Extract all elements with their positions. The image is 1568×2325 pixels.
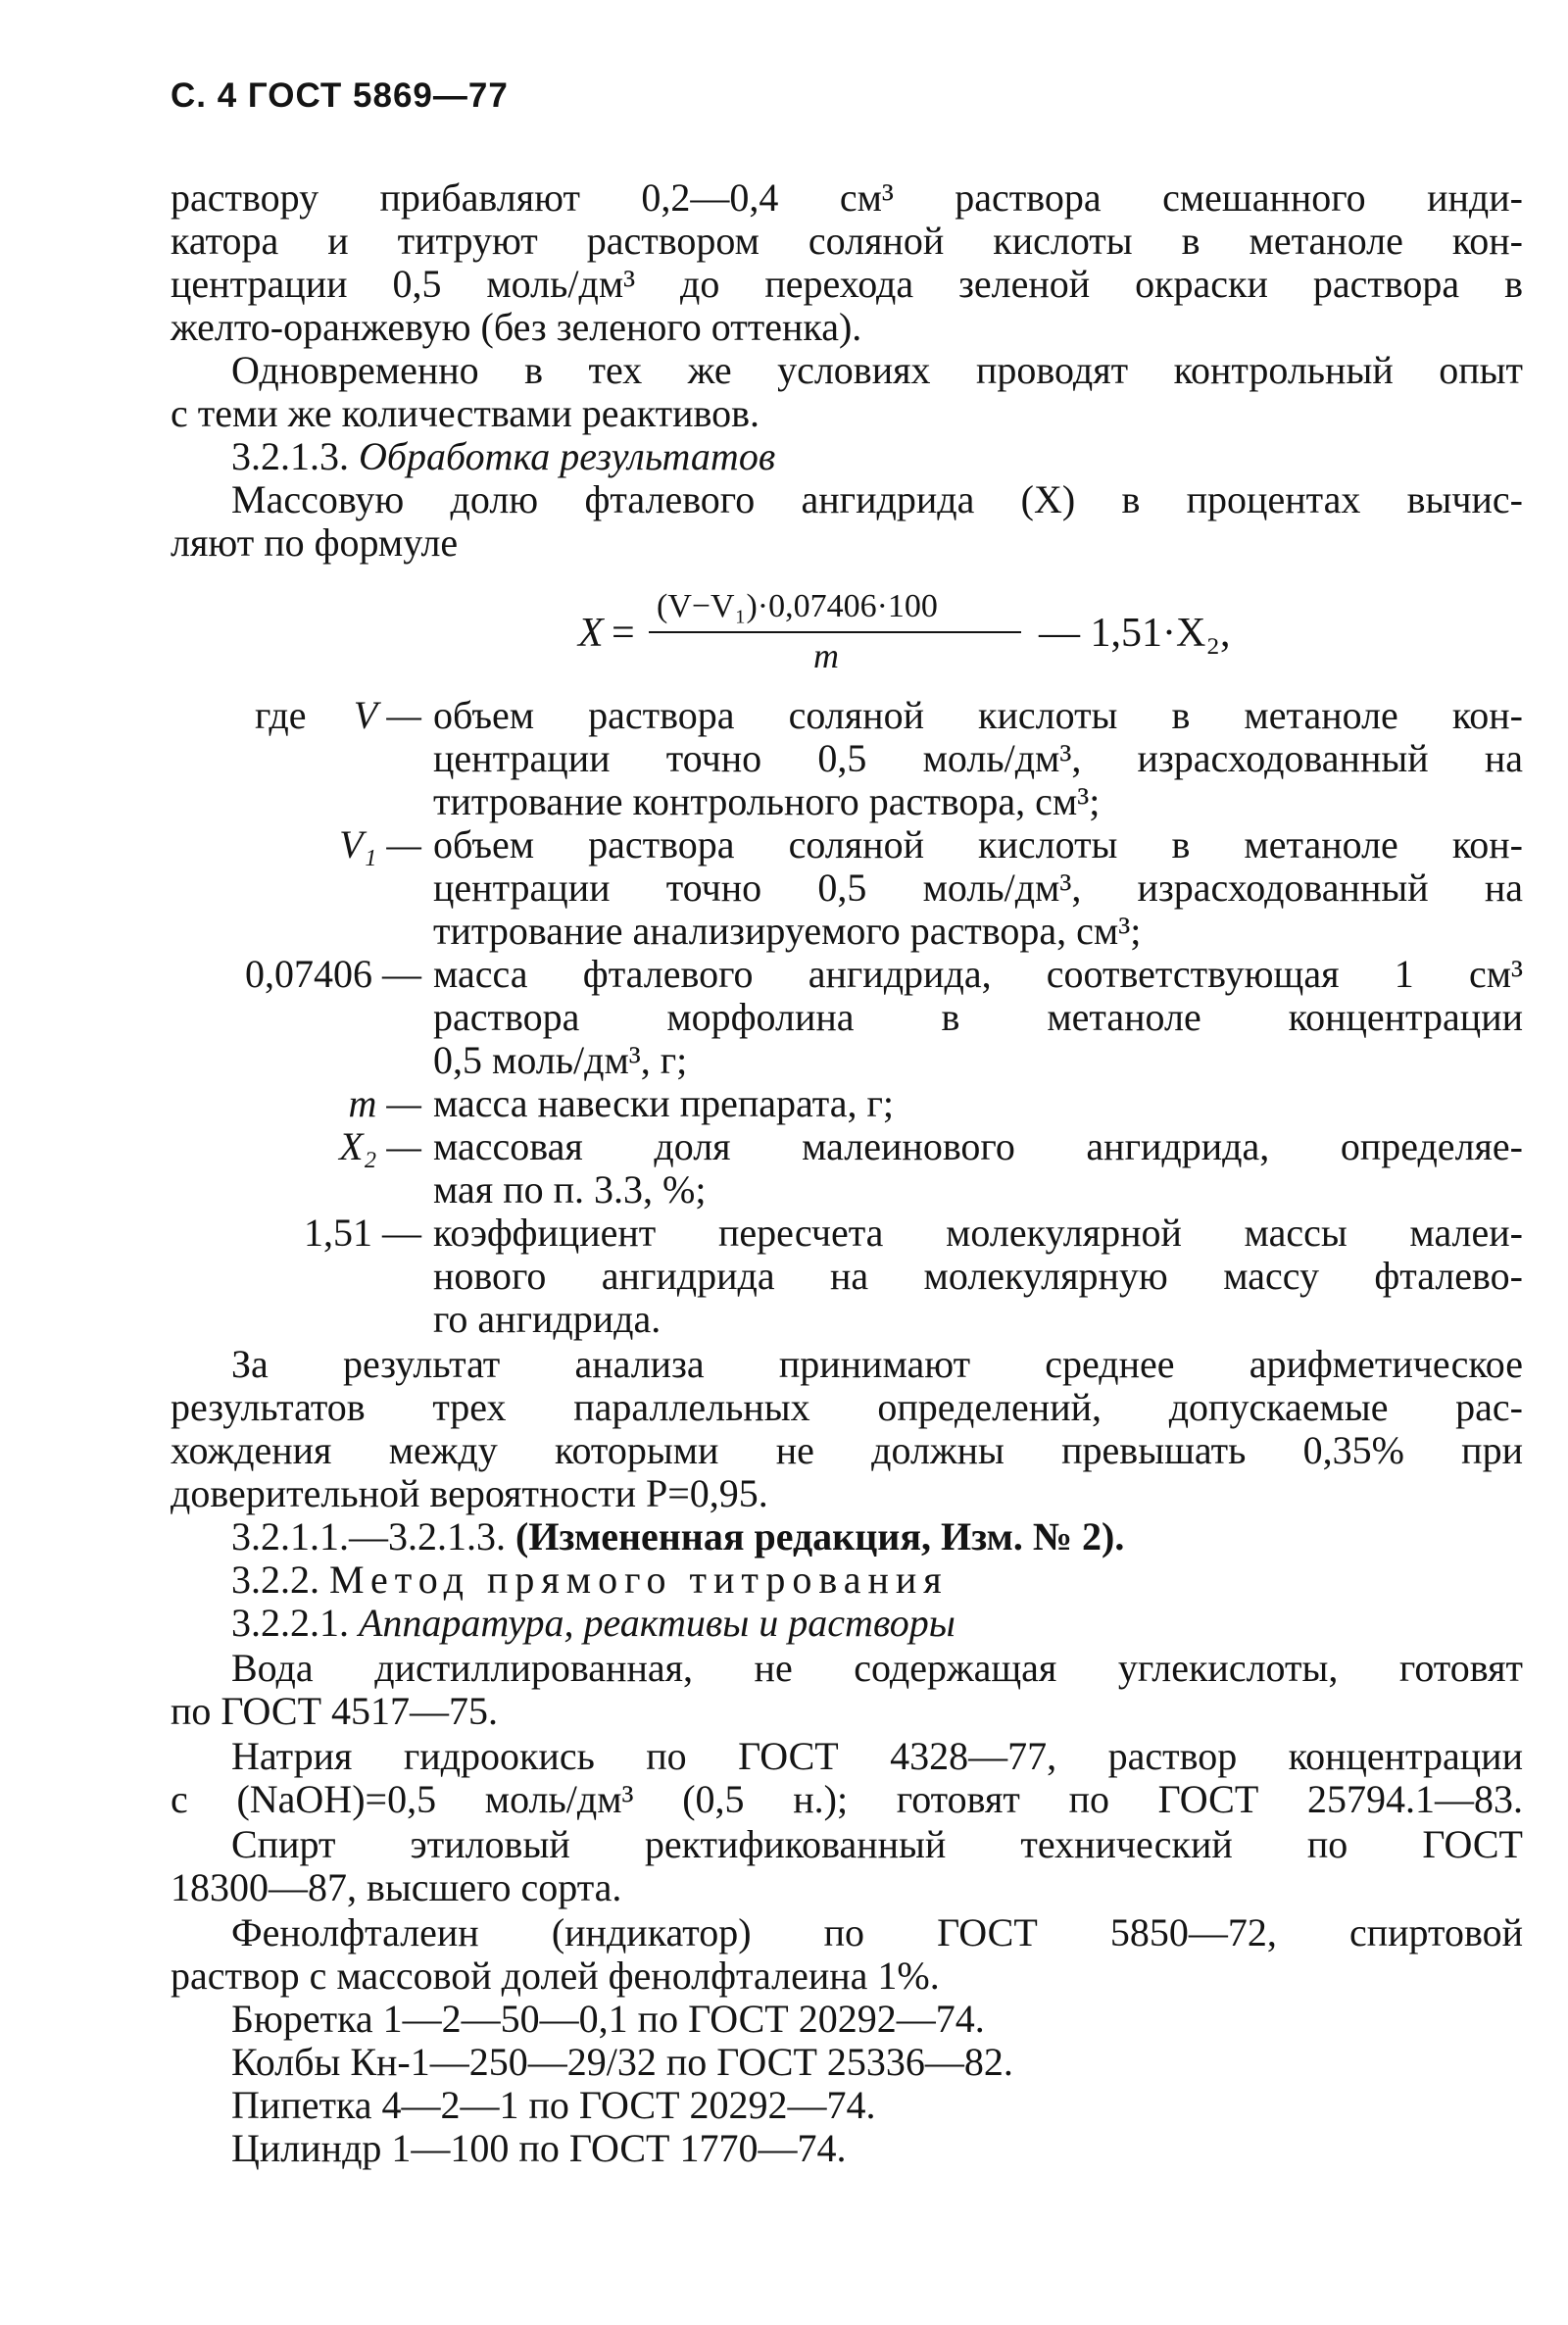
legend-desc: титрование анализируемого раствора, см³; bbox=[433, 909, 1142, 953]
text-line: Натрия гидроокись по ГОСТ 4328—77, раствор концентрации bbox=[231, 1734, 1523, 1778]
text-line: Спирт этиловый ректификованный технический по ГОСТ bbox=[231, 1822, 1523, 1866]
where-label: где bbox=[255, 693, 307, 737]
text-line: За результат анализа принимают среднее арифметическое bbox=[231, 1342, 1523, 1386]
text-line: Вода дистиллированная, не содержащая углекислоты, готовят bbox=[231, 1646, 1523, 1690]
text-line: центрации 0,5 моль/дм³ до перехода зеленой окраски раствора в bbox=[171, 262, 1523, 306]
text-line: результатов трех параллельных определений, допускаемые рас- bbox=[171, 1385, 1523, 1429]
formula-rest: — 1,51·X₂, bbox=[1039, 611, 1231, 656]
legend-desc: мая по п. 3.3, %; bbox=[433, 1167, 707, 1212]
formula-numerator: (V−V₁)·0,07406·100 bbox=[657, 588, 938, 624]
fraction-bar bbox=[649, 631, 1021, 633]
text-line: раствору прибавляют 0,2—0,4 см³ раствора смешанного инди- bbox=[171, 175, 1523, 220]
text-line: желто-оранжевую (без зеленого оттенка). bbox=[171, 305, 862, 349]
legend-desc: объем раствора соляной кислоты в метаноле кон- bbox=[433, 822, 1523, 866]
text-line: Фенолфталеин (индикатор) по ГОСТ 5850—72, спиртовой bbox=[231, 1910, 1523, 1954]
legend-desc: объем раствора соляной кислоты в метаноле кон- bbox=[433, 693, 1523, 737]
legend-symbol: X₂ — bbox=[339, 1124, 421, 1168]
formula-lhs: X bbox=[578, 611, 604, 656]
section-number: 3.2.2.1. bbox=[231, 1601, 349, 1645]
edit-note bbox=[231, 1515, 1124, 1558]
formula-denominator: m bbox=[813, 636, 839, 675]
section-title: Обработка результатов bbox=[359, 434, 776, 478]
section-heading bbox=[231, 435, 775, 478]
legend-desc: центрации точно 0,5 моль/дм³, израсходованный на bbox=[433, 866, 1523, 910]
section-heading bbox=[231, 1558, 949, 1602]
legend-symbol: V₁ — bbox=[339, 822, 421, 866]
text-line: Массовую долю фталевого ангидрида (X) в процентах вычис- bbox=[231, 477, 1523, 521]
section-title: Аппаратура, реактивы и растворы bbox=[359, 1601, 956, 1645]
edit-note-text: (Измененная редакция, Изм. № 2). bbox=[515, 1514, 1125, 1558]
formula-equals: = bbox=[612, 611, 635, 656]
legend-symbol: 1,51 — bbox=[304, 1211, 421, 1255]
legend-desc: масса навески препарата, г; bbox=[433, 1081, 894, 1125]
legend-desc: коэффициент пересчета молекулярной массы малеи- bbox=[433, 1211, 1523, 1255]
text-line: с теми же количествами реактивов. bbox=[171, 391, 760, 435]
legend-symbol: m — bbox=[348, 1081, 421, 1125]
page-header: С. 4 ГОСТ 5869—77 bbox=[171, 76, 509, 115]
section-number: 3.2.1.3. bbox=[231, 434, 349, 478]
legend-symbol: V — bbox=[353, 693, 421, 737]
text-line: доверительной вероятности P=0,95. bbox=[171, 1471, 768, 1515]
text-line: катора и титруют раствором соляной кислоты в метаноле кон- bbox=[171, 219, 1523, 263]
legend-symbol: 0,07406 — bbox=[245, 952, 421, 996]
text-line: по ГОСТ 4517—75. bbox=[171, 1689, 499, 1733]
text-line: раствор с массовой долей фенолфталеина 1%. bbox=[171, 1954, 940, 1998]
legend-desc: массовая доля малеинового ангидрида, определяе- bbox=[433, 1124, 1523, 1168]
legend-desc: центрации точно 0,5 моль/дм³, израсходованный на bbox=[433, 736, 1523, 780]
legend-desc: нового ангидрида на молекулярную массу фталево- bbox=[433, 1254, 1523, 1298]
text-line: Пипетка 4—2—1 по ГОСТ 20292—74. bbox=[231, 2083, 876, 2127]
legend-desc: го ангидрида. bbox=[433, 1297, 662, 1341]
legend-desc: титрование контрольного раствора, см³; bbox=[433, 779, 1101, 823]
section-heading bbox=[231, 1602, 956, 1645]
edit-note-range: 3.2.1.1.—3.2.1.3. bbox=[231, 1514, 506, 1558]
text-line: хождения между которыми не должны превышать 0,35% при bbox=[171, 1428, 1523, 1472]
text-line: Бюретка 1—2—50—0,1 по ГОСТ 20292—74. bbox=[231, 1997, 985, 2041]
legend-desc: раствора морфолина в метаноле концентрации bbox=[433, 995, 1523, 1039]
text-line: c (NaOH)=0,5 моль/дм³ (0,5 н.); готовят по ГОСТ 25794.1—83. bbox=[171, 1777, 1523, 1821]
text-line: 18300—87, высшего сорта. bbox=[171, 1865, 622, 1909]
section-title: Метод прямого титрования bbox=[329, 1558, 949, 1602]
legend-desc: 0,5 моль/дм³, г; bbox=[433, 1038, 688, 1082]
legend-desc: масса фталевого ангидрида, соответствующая 1 см³ bbox=[433, 952, 1523, 996]
text-line: ляют по формуле bbox=[171, 520, 459, 565]
formula bbox=[578, 588, 1264, 676]
section-number: 3.2.2. bbox=[231, 1558, 319, 1602]
text-line: Цилиндр 1—100 по ГОСТ 1770—74. bbox=[231, 2126, 847, 2170]
text-line: Одновременно в тех же условиях проводят контрольный опыт bbox=[231, 348, 1523, 392]
text-line: Колбы Кн-1—250—29/32 по ГОСТ 25336—82. bbox=[231, 2040, 1013, 2084]
